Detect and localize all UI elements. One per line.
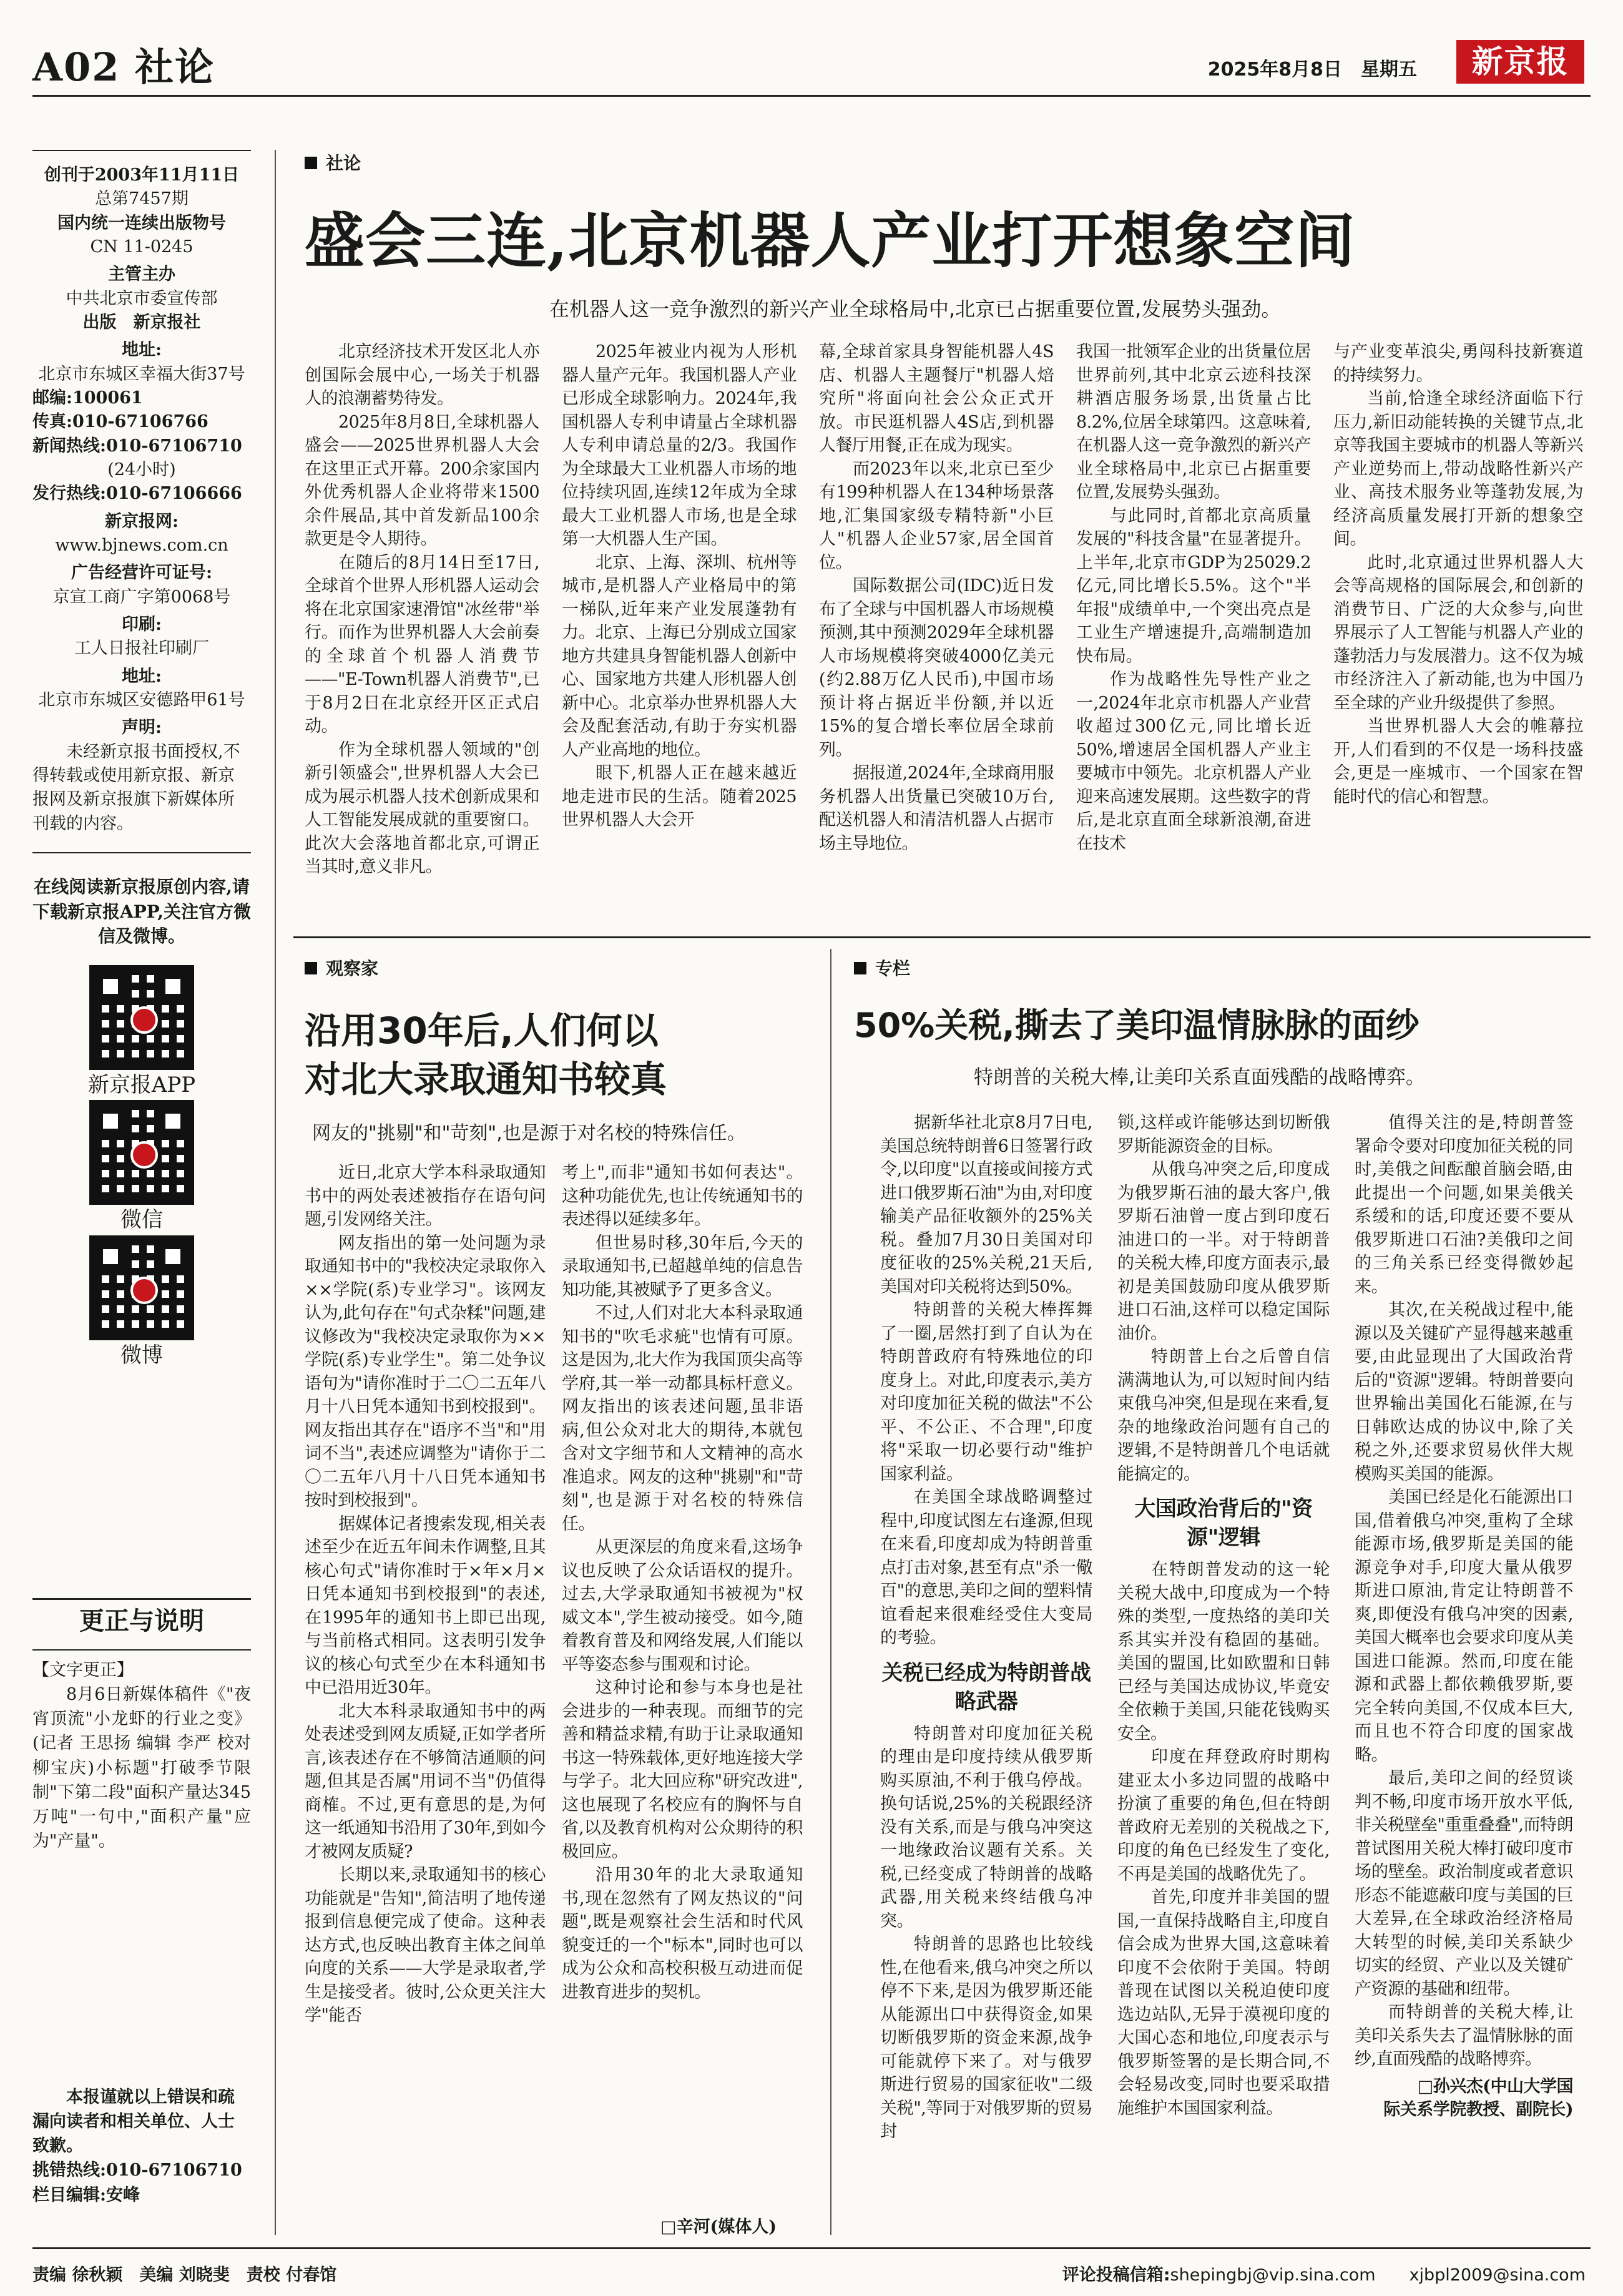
website-label: 新京报网: [105,511,179,531]
sponsor: 中共北京市委宣传部 [66,288,218,308]
qr-label-weibo: 微博 [120,1342,163,1368]
observer-signature: □辛河(媒体人) [660,2217,777,2237]
statement-label: 声明: [122,718,162,738]
issue-number: 总第7457期 [95,189,189,209]
editorial-column-4: 我国一批领军企业的出货量位居世界前列,其中北京云迹科技深耕酒店服务场景,出货量占比8.2%,位居全球第四。这意味着,在机器人这一竞争激烈的新兴产业全球格局中,北京已占据重要位置,发展势头强劲。 与此同时,首都北京高质量发展的"科技含量"在显著提升。上半年,北京市GDP为25029.2亿元,同比增长5.5%。这个"半年报"成绩单中,一个突出亮点是工业生产增速提升,高端制造加快布局。 作为战略性先导性产业之一,2024年北京市机器人产业营收超过300亿元,同比增长近50%,增速居全国机器人产业主要城市中领先。北京机器人产业迎来高速发展期。这些数字的背后,是北京直面全球新浪潮,奋进在技术 [1076,342,1311,853]
address-label: 地址: [122,340,162,360]
email-link-2[interactable]: xjbpl2009@sina.com [1409,2265,1586,2285]
website[interactable]: www.bjnews.com.cn [55,535,228,555]
fax: 传真:010-67106766 [32,412,208,432]
editorial-column-1: 北京经济技术开发区北人亦创国际会展中心,一场关于机器人的浪潮蓄势待发。 2025年8月8日,全球机器人盛会——2025世界机器人大会在这里正式开幕。200余家国内外优秀机器人企业将带来1500余件展品,其中首发新品100余款更是令人期待。 在随后的8月14日至17日,全球首个世界人形机器人运动会将在北京国家速滑馆"冰丝带"举行。而作为世界机器人大会前奏的全球首个机器人消费节——"E-Town机器人消费节",已于8月2日在北京经开区正式启动。 作为全球机器人领域的"创新引领盛会",世界机器人大会已成为展示机器人技术创新成果和人工智能发展成就的重要窗口。此次大会落地首都北京,可谓正当其时,意义非凡。 [305,342,539,876]
issue-date: 2025年8月8日 星期五 [1207,59,1417,81]
qr-code-icon[interactable] [89,965,194,1070]
qr-label-app: 新京报APP [87,1072,196,1098]
sidebar-divider [32,852,251,853]
correction-body: 8月6日新媒体稿件《"夜宵顶流"小龙虾的行业之变》(记者 王思扬 编辑 李严 校对 柳宝庆)小标题"打破季节限制"下第二段"面积产量达345万吨"一句中,"面积产量"应为"产量"。 [32,1685,251,1851]
printer: 工人日报社印刷厂 [74,639,209,659]
founded-date: 创刊于2003年11月11日 [44,165,240,185]
statement: 未经新京报书面授权,不得转载或使用新京报、新京报网及新京报旗下新媒体所刊载的内容。 [32,742,240,833]
page-code: A02 社论 [32,44,215,90]
sponsor-label: 主管主办 [108,265,175,285]
observer-title: 沿用30年后,人们何以 对北大录取通知书较真 [305,1009,667,1101]
column-body-2: 锁,这样或许能够达到切断俄罗斯能源资金的目标。 从俄乌冲突之后,印度成为俄罗斯石油的最大客户,俄罗斯石油曾一度占到印度石油进口的一半。对于特朗普的关税大棒,印度方面表示,最初是美国鼓励印度从俄罗斯进口石油,这样可以稳定国际油价。 特朗普上台之后曾自信满满地认为,可以短时间内结束俄乌冲突,但是现在来看,复杂的地缘政治问题有自己的逻辑,不是特朗普几个电话就能搞定的。 大国政治背后的"资源"逻辑 在特朗普发动的这一轮关税大战中,印度成为一个特殊的类型,一度热络的美印关系其实并没有稳固的基础。美国的盟国,比如欧盟和日韩已经与美国达成协议,毕竟安全依赖于美国,只能花钱购买安全。 印度在拜登政府时期构建亚太小多边同盟的战略中扮演了重要的角色,但在特朗普政府无差别的关税战之下,印度的角色已经发生了变化,不再是美国的战略优先了。 首先,印度并非美国的盟国,一直保持战略自主,印度自信会成为世界大国,这意味着印度不会依附于美国。特朗普现在试图以关税迫使印度选边站队,无异于漠视印度的大国心态和地位,印度表示与俄罗斯签署的是长期合同,不会轻易改变,同时也要采取措施维护本国国家利益。 [1117,1113,1330,2118]
editorial-column-2: 2025年被业内视为人形机器人量产元年。我国机器人产业已形成全球影响力。2024年,我国机器人专利申请量占全球机器人专利申请总量的2/3。我国作为全球最大工业机器人市场的地位持续巩固,连续12年成为全球最大工业机器人市场,也是全球第一大机器人生产国。 北京、上海、深圳、杭州等城市,是机器人产业格局中的第一梯队,近年来产业发展蓬勃有力。北京、上海已分别成立国家地方共建具身智能机器人创新中心、国家地方共建人形机器人创新中心。北京举办世界机器人大会及配套活动,有助于夯实机器人产业高地的地位。 眼下,机器人正在越来越近地走进市民的生活。随着2025世界机器人大会开 [562,342,797,830]
printer-address: 北京市东城区安德路甲61号 [38,690,245,710]
column-editor: 栏目编辑:安峰 [32,2185,140,2205]
editorial-bottom-rule [293,936,1591,938]
printer-address-label: 地址: [122,666,162,686]
serial-label: 国内统一连续出版物号 [57,213,226,233]
masthead-logo: 新京报 [1456,40,1584,84]
address: 北京市东城区幸福大街37号 [38,364,245,384]
qr-label-wechat: 微信 [120,1207,163,1233]
news-hotline: 新闻热线:010-67106710 [32,436,242,456]
column-title: 50%关税,撕去了美印温情脉脉的面纱 [854,1006,1420,1045]
sidebar-top-rule [32,150,251,151]
footer-submission: 评论投稿信箱:shepingbj@vip.sina.com xjbpl2009@sina.com [1062,2265,1586,2285]
correction-title: 更正与说明 [79,1607,204,1636]
column-subtitle: 特朗普的关税大棒,让美印关系直面残酷的战略博弈。 [974,1066,1425,1089]
sidebar-vertical-rule [275,150,276,2235]
ad-license-number: 京宣工商广字第0068号 [52,587,231,607]
sidebar [32,164,251,1370]
read-online-notice: 在线阅读新京报原创内容,请下载新京报APP,关注官方微信及微博。 [32,876,251,947]
publisher: 出版 新京报社 [82,312,201,332]
editorial-column-5: 与产业变革浪尖,勇闯科技新赛道的持续努力。 当前,恰逢全球经济面临下行压力,新旧动能转换的关键节点,北京等我国主要城市的机器人等新兴产业逆势而上,带动战略性新兴产业、高技术服务业等蓬勃发展,为经济高质量发展打开新的想象空间。 此时,北京通过世界机器人大会等高规格的国际展会,和创新的消费节日、广泛的大众参与,向世界展示了人工智能与机器人产业的蓬勃活力与发展潜力。这不仅为城市经济注入了新动能,也为中国乃至全球的产业升级提供了参照。 当世界机器人大会的帷幕拉开,人们看到的不仅是一场科技盛会,更是一座城市、一个国家在智能时代的信心和智慧。 [1333,342,1583,807]
footer-rule [32,2247,1591,2249]
printer-label: 印刷: [122,614,162,634]
footer-editors: 责编 徐秋颖 美编 刘晓斐 责校 付春馆 [32,2265,337,2285]
editorial-column-3: 幕,全球首家具身智能机器人4S店、机器人主题餐厅"机器人焙究所"将面向社会公众正式开放。市民逛机器人4S店,到机器人餐厅用餐,正在成为现实。 而2023年以来,北京已至少有199种机器人在134种场景落地,汇集国家级专精特新"小巨人"机器人企业57家,居全国首位。 国际数据公司(IDC)近日发布了全球与中国机器人市场规模预测,其中预测2029年全球机器人市场规模将突破4000亿美元(约2.88万亿人民币),中国市场预计将占据近半份额,并以近15%的复合增长率位居全球前列。 据报道,2024年,全球商用服务机器人出货量已突破10万台,配送机器人和清洁机器人占据市场主导地位。 [819,342,1054,853]
column-signature: □孙兴杰(中山大学国 际关系学院教授、副院长) [1383,2076,1573,2119]
observer-column-2: 考上",而非"通知书如何表达"。这种功能优先,也让传统通知书的表述得以延续多年。 但世易时移,30年后,今天的录取通知书,已超越单纯的信息告知功能,其被赋予了更多含义。 不过,人们对北大本科录取通知书的"吹毛求疵"也情有可原。这是因为,北大作为我国顶尖高等学府,其一举一动都具标杆意义。网友指出的该表述问题,虽非语病,但公众对北大的期待,本就包含对文字细节和人文精神的高水准追求。网友的这种"挑剔"和"苛刻",也是源于对名校的特殊信任。 从更深层的角度来看,这场争议也反映了公众话语权的提升。过去,大学录取通知书被视为"权威文本",学生被动接受。如今,随着教育普及和网络发展,人们能以平等姿态参与围观和讨论。 这种讨论和参与本身也是社会进步的一种表现。而细节的完善和精益求精,有助于让录取通知书这一特殊载体,更好地连接大学与学子。北大回应称"研究改进",这也展现了名校应有的胸怀与自省,以及教育机构对公众期待的积极回应。 沿用30年的北大录取通知书,现在忽然有了网友热议的"问题",既是观察社会生活和时代风貌变迁的一个"标本",同时也可以成为公众和高校积极互动进而促进教育进步的契机。 [562,1163,803,2002]
qr-code-icon[interactable] [89,1100,194,1205]
apology: 本报谨就以上错误和疏漏向读者和相关单位、人士致歉。 [32,2087,235,2156]
column-body-3: 值得关注的是,特朗普签署命令要对印度加征关税的同时,美俄之间酝酿首脑会晤,由此提出一个问题,如果美俄关系缓和的话,印度还要不要从俄罗斯进口石油?美俄印之间的三角关系已经变得微妙起来。 其次,在关税战过程中,能源以及关键矿产显得越来越重要,由此显现出了大国政治背后的"资源"逻辑。特朗普要向世界输出美国化石能源,在与日韩欧达成的协议中,除了关税之外,还要求贸易伙伴大规模购买美国的能源。 美国已经是化石能源出口国,借着俄乌冲突,重构了全球能源市场,俄罗斯是美国的能源竞争对手,印度大量从俄罗斯进口原油,肯定让特朗普不爽,即便没有俄乌冲突的因素,美国大概率也会要求印度从美国进口能源。然而,印度在能源和武器上都依赖俄罗斯,要完全转向美国,不仅成本巨大,而且也不符合印度的国家战略。 最后,美印之间的经贸谈判不畅,印度市场开放水平低,非关税壁垒"重重叠叠",而特朗普试图用关税大棒打破印度市场的壁垒。政治制度或者意识形态不能遮蔽印度与美国的巨大差异,在全球政治经济格局大转型的时候,美印关系缺少切实的经贸、产业以及关键矿产资源的基础和纽带。 而特朗普的关税大棒,让美印关系失去了温情脉脉的面纱,直面残酷的战略博弈。 □孙兴杰(中山大学国 际关系学院教授、副院长) [1355,1111,1573,2122]
editorial-section-label: 社论 [305,150,361,175]
bottom-vertical-rule [830,949,831,2235]
correction-footer [32,2085,251,2207]
distribution-hotline: 发行热线:010-67106666 [32,484,242,504]
correction-tag: 【文字更正】 [32,1661,134,1680]
news-hotline-hours: (24小时) [107,459,176,479]
email-link-1[interactable]: shepingbj@vip.sina.com [1170,2265,1376,2285]
column-body-1: 据新华社北京8月7日电,美国总统特朗普6日签署行政令,以印度"以直接或间接方式进口俄罗斯石油"为由,对印度输美产品征收额外的25%关税。叠加7月30日美国对印度征收的25%关税,21天后,美国对印关税将达到50%。 特朗普的关税大棒挥舞了一圈,居然打到了自认为在特朗普政府有特殊地位的印度身上。对此,印度表示,美方对印度加征关税的做法"不公平、不公正、不合理",印度将"采取一切必要行动"维护国家利益。 在美国全球战略调整过程中,印度试图左右逢源,但现在来看,印度却成为特朗普重点打击对象,甚至有点"杀一儆百"的意思,美印之间的塑料情谊看起来很难经受住大变局的考验。 关税已经成为特朗普战略武器 特朗普对印度加征关税的理由是印度持续从俄罗斯购买原油,不利于俄乌停战。换句话说,25%的关税跟经济没有关系,而是与俄乌冲突这一地缘政治议题有关系。关税,已经变成了特朗普的战略武器,用关税来终结俄乌冲突。 特朗普的思路也比较线性,在他看来,俄乌冲突之所以停不下来,是因为俄罗斯还能从能源出口中获得资金,如果切断俄罗斯的资金来源,战争可能就停下来了。对与俄罗斯进行贸易的国家征收"二级关税",等同于对俄罗斯的贸易封 [880,1113,1092,2141]
header-rule [32,95,1591,97]
subheading: 关税已经成为特朗普战略武器 [881,1660,1091,1714]
qr-code-icon[interactable] [89,1235,194,1340]
correction-box [32,1598,251,1853]
editorial-title: 盛会三连,北京机器人产业打开想象空间 [305,205,1356,276]
observer-section-label: 观察家 [305,955,378,980]
ad-license-label: 广告经营许可证号: [71,563,212,583]
observer-lead: 网友的"挑剔"和"苛刻",也是源于对名校的特殊信任。 [312,1122,746,1144]
error-hotline: 挑错热线:010-67106710 [32,2161,242,2181]
column-section-label: 专栏 [854,955,910,980]
serial-number: CN 11-0245 [90,237,194,257]
postcode: 邮编:100061 [32,388,143,408]
observer-column-1: 近日,北京大学本科录取通知书中的两处表述被指存在语句问题,引发网络关注。 网友指出的第一处问题为录取通知书中的"我校决定录取你入××学院(系)专业学习"。该网友认为,此句存在"句式杂糅"问题,建议修改为"我校决定录取你为××学院(系)专业学生"。第二处争议语句为"请你准时于二〇二五年八月十八日凭本通知书到校报到"。网友指出其存在"语序不当"和"用词不当",表述应调整为"请你于二〇二五年八月十八日凭本通知书按时到校报到"。 据媒体记者搜索发现,相关表述至少在近五年间未作调整,且其核心句式"请你准时于×年×月×日凭本通知书到校报到"的表述,在1995年的通知书上即已出现,与当前格式相同。这表明引发争议的核心句式至少在本科通知书中已沿用近30年。 北大本科录取通知书中的两处表述受到网友质疑,正如学者所言,该表述存在不够简洁通顺的问题,但其是否属"用词不当"仍值得商榷。不过,更有意思的是,为何这一纸通知书沿用了30年,到如今才被网友质疑? 长期以来,录取通知书的核心功能就是"告知",简洁明了地传递报到信息便完成了使命。这种表达方式,也反映出教育主体之间单向度的关系——大学是录取者,学生是接受者。彼时,公众更关注大学"能否 [305,1163,546,2025]
subheading: 大国政治背后的"资源"逻辑 [1134,1496,1313,1550]
editorial-subtitle: 在机器人这一竞争激烈的新兴产业全球格局中,北京已占据重要位置,发展势头强劲。 [549,297,1282,321]
